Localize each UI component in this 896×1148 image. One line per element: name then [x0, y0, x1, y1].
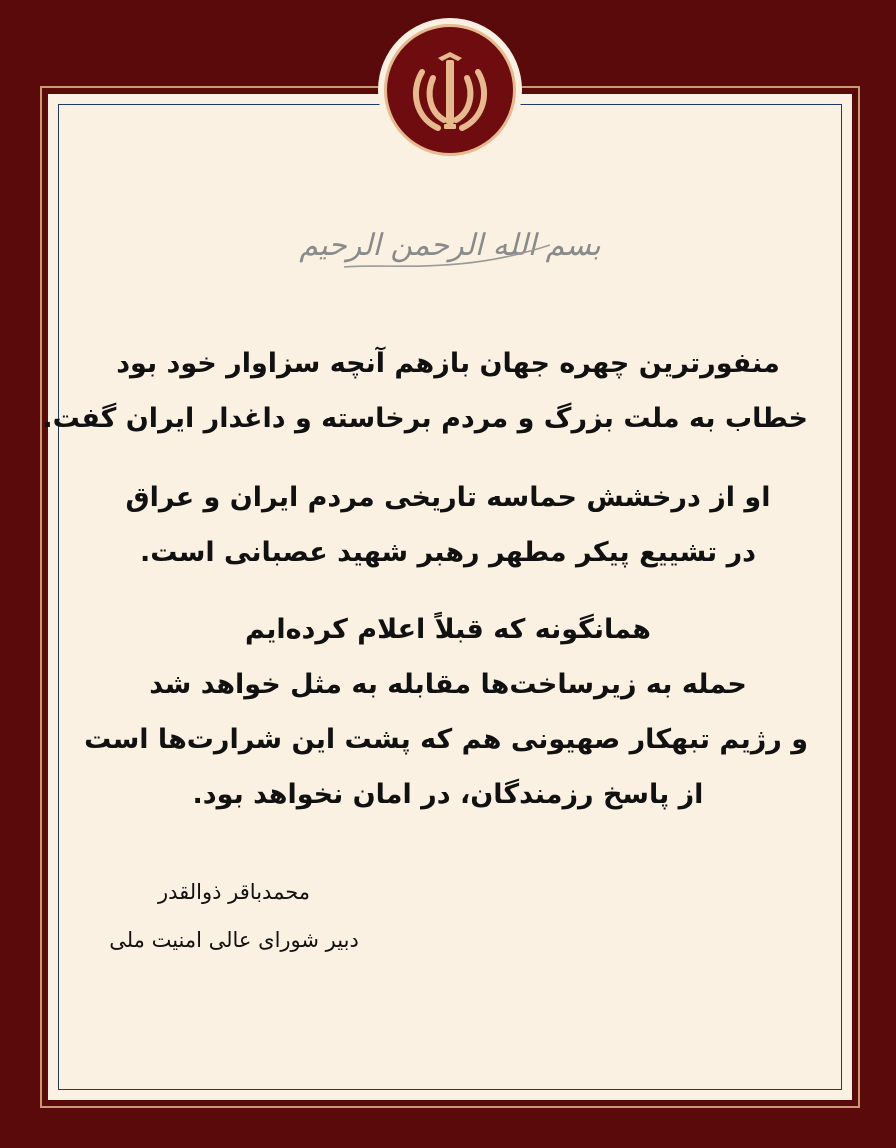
- paragraph-2-line-1: او از درخشش حماسه تاریخی مردم ایران و عراق: [125, 482, 771, 513]
- paragraph-1-line-2: خطاب به ملت بزرگ و مردم برخاسته و داغدار ایران گفت.: [42, 403, 808, 434]
- paragraph-2: [88, 470, 808, 580]
- paragraph-3-line-4: از پاسخ رزمندگان، در امان نخواهد بود.: [192, 779, 704, 810]
- paragraph-1: [42, 336, 808, 446]
- paragraph-1-line-1: منفورترین چهره جهان بازهم آنچه سزاوار خود بود: [116, 348, 780, 379]
- paragraph-3-line-3: و رژیم تبهکار صهیونی هم که پشت این شرارت‌ها است: [84, 724, 808, 755]
- bismillah-calligraphy: [299, 205, 601, 285]
- paragraph-3: [84, 602, 808, 822]
- paragraph-3-line-2: حمله به زیرساخت‌ها مقابله به مثل خواهد شد: [149, 669, 747, 700]
- iran-emblem-icon: [384, 24, 516, 156]
- paragraph-3-line-1: همانگونه که قبلاً اعلام کرده‌ایم: [245, 614, 651, 645]
- bismillah-text: بسم الله الرحمن الرحیم: [299, 228, 601, 263]
- signature-name: محمدباقر ذوالقدر: [157, 880, 311, 904]
- paragraph-2-line-2: در تشییع پیکر مطهر رهبر شهید عصبانی است.: [140, 537, 756, 568]
- signature-title: دبیر شورای عالی امنیت ملی: [109, 928, 359, 952]
